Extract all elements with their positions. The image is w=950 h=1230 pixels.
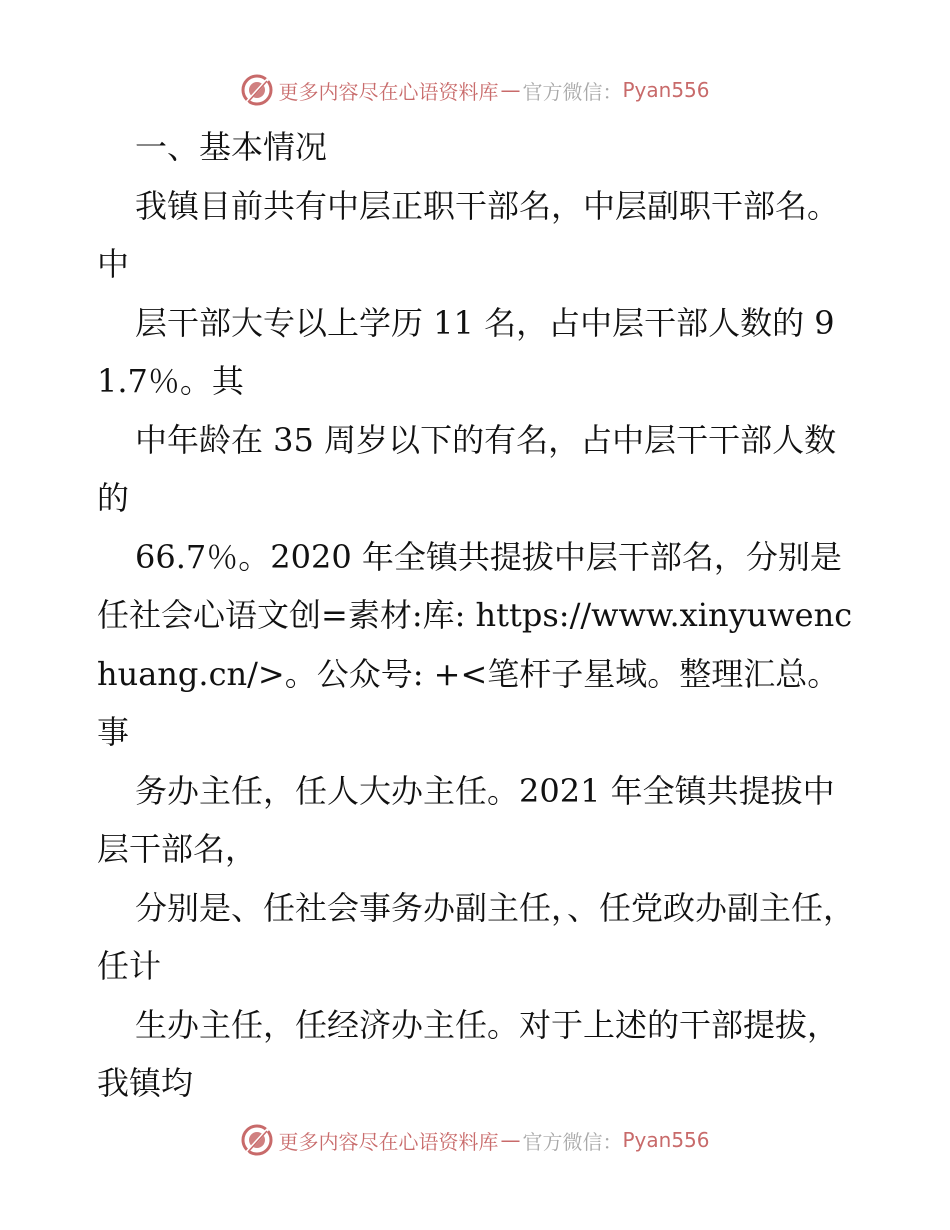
watermark-main-text: 更多内容尽在心语资料库 bbox=[278, 1129, 499, 1154]
pen-logo-icon bbox=[240, 73, 274, 107]
watermark-sub-text: 官方微信： bbox=[522, 1129, 623, 1154]
paragraph: 66.7％。2020 年全镇共提拔中层干部名，分别是任社会心语文创=素材:库: https://www.xinyuwenchuang.cn/>。公众号: +<笔杆子星域。整理汇总。事 bbox=[97, 537, 853, 751]
section-heading: 一、基本情况 bbox=[135, 128, 328, 166]
watermark-main-text: 更多内容尽在心语资料库 bbox=[278, 79, 499, 104]
document-body bbox=[97, 118, 857, 1113]
paragraph: 务办主任，任人大办主任。2021 年全镇共提拔中层干部名， bbox=[97, 771, 835, 868]
watermark-sub-text: 官方微信： bbox=[522, 79, 623, 104]
watermark-separator: — bbox=[500, 78, 521, 102]
watermark-wechat-id: Pyan556 bbox=[622, 78, 710, 102]
header-watermark bbox=[0, 72, 950, 108]
paragraph: 生办主任，任经济办主任。对于上述的干部提拔，我镇均 bbox=[97, 1005, 840, 1102]
pen-logo-icon bbox=[240, 1123, 274, 1157]
paragraph: 层干部大专以上学历 11 名，占中层干部人数的 91.7％。其 bbox=[97, 303, 835, 400]
footer-watermark bbox=[0, 1122, 950, 1158]
watermark-wechat-id: Pyan556 bbox=[622, 1128, 710, 1152]
paragraph: 我镇目前共有中层正职干部名，中层副职干部名。中 bbox=[97, 186, 840, 283]
paragraph: 分别是、任社会事务办副主任，、任党政办副主任，任计 bbox=[97, 888, 856, 985]
paragraph: 中年龄在 35 周岁以下的有名，占中层干干部人数的 bbox=[97, 420, 837, 517]
watermark-separator: — bbox=[500, 1128, 521, 1152]
